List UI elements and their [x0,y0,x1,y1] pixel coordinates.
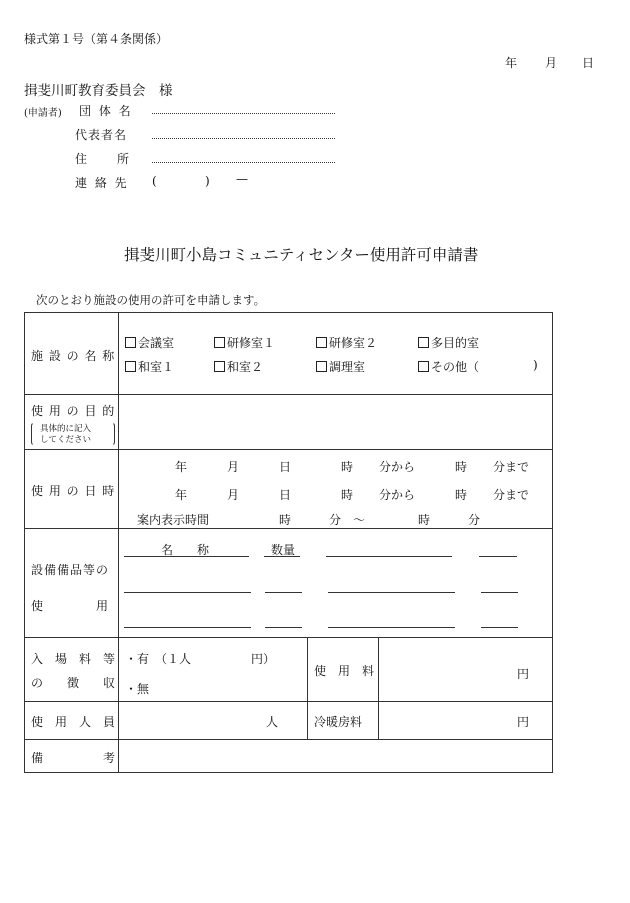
facility-label-cell [25,313,119,395]
checkbox-icon [418,361,429,372]
admission-fee-yes-option[interactable]: ・有 （１人 円） [125,652,276,666]
people-label: 使 用 人 員 [31,715,116,729]
checkbox-icon [316,337,327,348]
equip-line-2d[interactable] [481,627,518,628]
heating-fee-label-cell [308,702,379,740]
equipment-name-header: 名 称 [161,543,210,557]
facility-option-cooking-room[interactable]: 調理室 [316,358,365,375]
people-input-cell[interactable] [119,702,308,740]
guide-display-label: 案内表示時間 [137,513,210,527]
facility-option-meeting-room[interactable]: 会議室 [125,334,174,351]
org-name-field[interactable] [152,113,335,114]
checkbox-icon [214,337,225,348]
usage-fee-yen: 円 [517,667,530,681]
date-year-label: 年 [505,56,518,70]
guide-end-min: 分 [468,513,481,527]
date-month-label: 月 [545,56,558,70]
contact-paren-close: ) [205,174,210,188]
facility-option-training-room-2[interactable]: 研修室２ [316,334,377,351]
addressee: 揖斐川町教育委員会 様 [24,83,173,99]
equipment-qty-header: 数量 [271,543,296,557]
equipment-label-line-1: 設備備品等の [31,563,110,577]
datetime-row [25,450,553,529]
dt2-day: 日 [279,488,292,502]
people-unit: 人 [266,715,279,729]
guide-end-hour: 時 [418,513,431,527]
equip-header-line-4 [479,556,517,557]
datetime-input-cell[interactable] [119,450,553,529]
checkbox-icon [125,337,136,348]
admission-fee-label-line-1: 入 場 料 等 [31,652,116,666]
admission-fee-row [25,638,553,702]
contact-label: 連 絡 先 [75,176,129,190]
equip-line-1b[interactable] [265,592,302,593]
dt1-day: 日 [279,460,292,474]
facility-row [25,313,553,395]
remarks-input-cell[interactable] [119,740,553,773]
equip-line-1a[interactable] [124,592,251,593]
form-number: 様式第１号（第４条関係） [24,32,169,46]
address-label: 住 所 [75,152,132,166]
equip-line-1c[interactable] [328,592,455,593]
org-name-label: 団 体 名 [79,104,133,118]
remarks-row [25,740,553,773]
equipment-input-cell[interactable] [119,529,553,638]
dt1-from: 分から [379,460,416,474]
equip-header-line-3 [326,556,452,557]
facility-option-multipurpose-room[interactable]: 多目的室 [418,334,479,351]
equipment-label-cell [25,529,119,638]
guide-start-min: 分 [329,513,342,527]
facility-option-japanese-room-2[interactable]: 和室２ [214,358,263,375]
heating-fee-input-cell[interactable] [379,702,553,740]
equipment-label-line-2: 使 用 [31,599,110,613]
checkbox-icon [316,361,327,372]
admission-fee-label-line-2: の 徴 収 [31,676,116,690]
equip-line-2b[interactable] [265,627,302,628]
purpose-label: 使 用 の 目 的 [31,404,116,418]
application-form-table [24,312,553,773]
guide-tilde: ～ [353,513,366,527]
facility-option-japanese-room-1[interactable]: 和室１ [125,358,174,375]
heating-fee-label: 冷暖房料 [314,715,363,729]
datetime-label: 使 用 の 日 時 [31,484,116,498]
heating-fee-yen: 円 [517,715,530,729]
date-day-label: 日 [582,56,595,70]
equipment-row [25,529,553,638]
purpose-note-line-1: 具体的に記入 [40,424,92,434]
guide-start-hour: 時 [279,513,292,527]
purpose-input-cell[interactable] [119,395,553,450]
facility-label: 施 設 の 名 称 [31,349,116,363]
dt1-hour: 時 [341,460,354,474]
page-title: 揖斐川町小島コミュニティセンター使用許可申請書 [124,246,479,264]
dt2-from: 分から [379,488,416,502]
equip-line-2c[interactable] [328,627,455,628]
datetime-label-cell [25,450,119,529]
applicant-prefix: (申請者) [24,108,62,119]
checkbox-icon [418,337,429,348]
dt2-year: 年 [175,488,188,502]
usage-fee-label: 使 用 料 [314,664,375,678]
facility-other-close-paren: ) [533,358,538,372]
equip-header-line-2 [264,556,300,557]
dt1-until: 分まで [493,460,530,474]
people-label-cell [25,702,119,740]
dt2-end-hour: 時 [455,488,468,502]
contact-dash: — [236,172,248,186]
equip-header-line-1 [124,556,249,557]
dt1-month: 月 [227,460,240,474]
contact-paren-open: ( [152,174,157,188]
admission-fee-choice-cell[interactable] [119,638,308,702]
admission-fee-no-option[interactable]: ・無 [125,682,150,696]
address-field[interactable] [152,162,335,163]
intro-text: 次のとおり施設の使用の許可を申請します。 [36,293,266,307]
purpose-note-line-2: してください [40,435,92,445]
purpose-label-cell [25,395,119,450]
remarks-label-cell [25,740,119,773]
equip-line-2a[interactable] [124,627,251,628]
purpose-row [25,395,553,450]
representative-label: 代表者名 [75,128,128,142]
checkbox-icon [214,361,225,372]
dt2-month: 月 [227,488,240,502]
facility-options-cell [119,313,553,395]
remarks-label: 備 考 [31,751,116,765]
admission-fee-label-cell [25,638,119,702]
facility-option-training-room-1[interactable]: 研修室１ [214,334,275,351]
checkbox-icon [125,361,136,372]
equip-line-1d[interactable] [481,592,518,593]
usage-fee-input-cell[interactable] [379,638,553,702]
usage-fee-label-cell [308,638,379,702]
facility-option-other[interactable]: その他（ [418,358,479,375]
dt1-end-hour: 時 [455,460,468,474]
dt2-until: 分まで [493,488,530,502]
dt1-year: 年 [175,460,188,474]
people-row [25,702,553,740]
dt2-hour: 時 [341,488,354,502]
representative-field[interactable] [152,138,335,139]
